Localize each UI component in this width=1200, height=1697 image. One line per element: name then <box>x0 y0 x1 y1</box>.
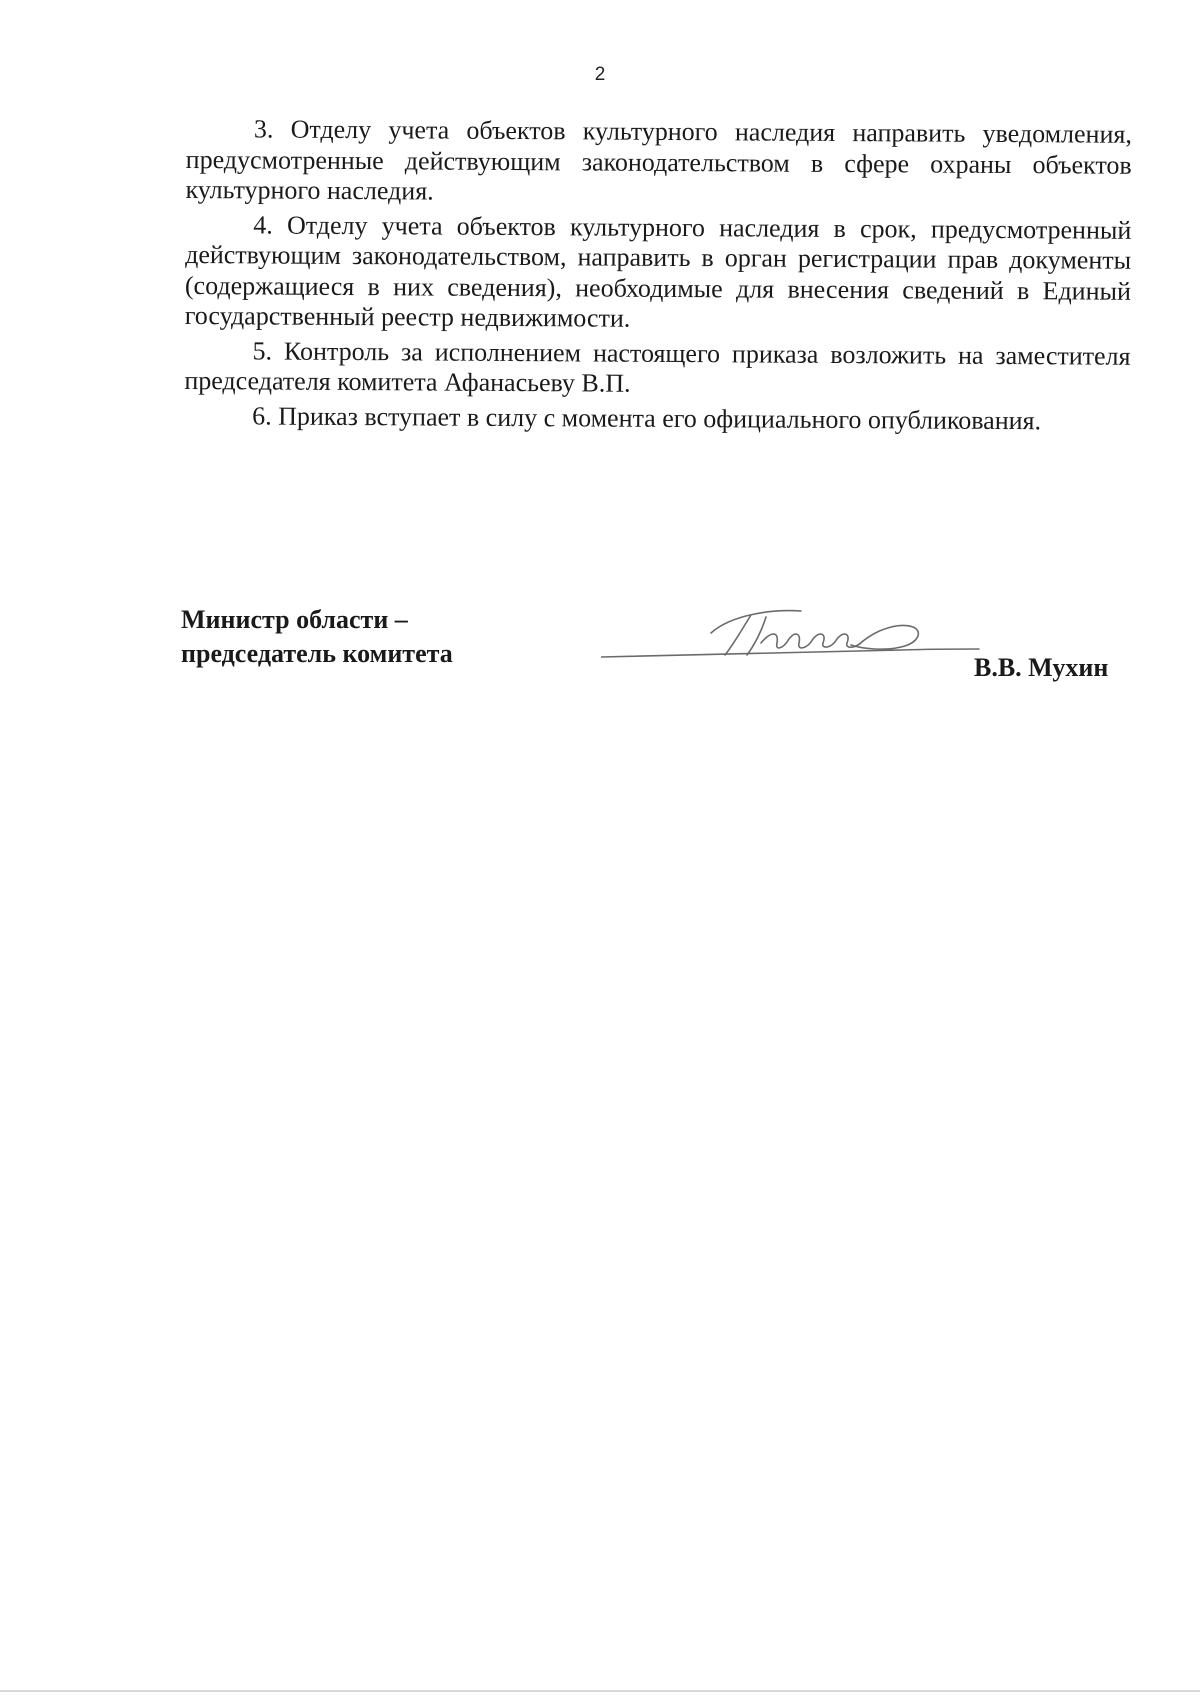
signer-title-line-1: Министр области – <box>181 605 408 634</box>
handwritten-signature <box>601 603 981 663</box>
signature-letter-stroke <box>711 611 801 655</box>
signer-title-line-2: председатель комитета <box>181 639 453 668</box>
body-text <box>184 114 1132 441</box>
signature-block <box>181 603 1141 693</box>
signature-underline <box>601 649 979 657</box>
paragraph-5: 5. Контроль за исполнением настоящего приказа возложить на заместителя председателя комитета Афанасьеву В.П. <box>184 335 1131 398</box>
signature-cursive-stroke <box>761 634 863 648</box>
paragraph-4: 4. Отделу учета объектов культурного наследия в срок, предусмотренный действующим законодательством, направить в орган регистрации прав документы (содержащиеся в них сведения), необходимые для внесения сведений в Единый государственный реестр недвижимости. <box>184 209 1132 333</box>
signature-swirl <box>851 626 918 650</box>
signer-title <box>181 603 453 671</box>
scan-edge-line <box>0 1690 1200 1692</box>
paragraph-3: 3. Отделу учета объектов культурного наследия направить уведомления, предусмотренные действующим законодательством в сфере охраны объектов культурного наследия. <box>185 114 1132 206</box>
page-number: 2 <box>594 64 606 85</box>
paragraph-6: 6. Приказ вступает в силу с момента его официального опубликования. <box>252 400 1042 435</box>
signer-name: В.В. Мухин <box>974 653 1109 682</box>
